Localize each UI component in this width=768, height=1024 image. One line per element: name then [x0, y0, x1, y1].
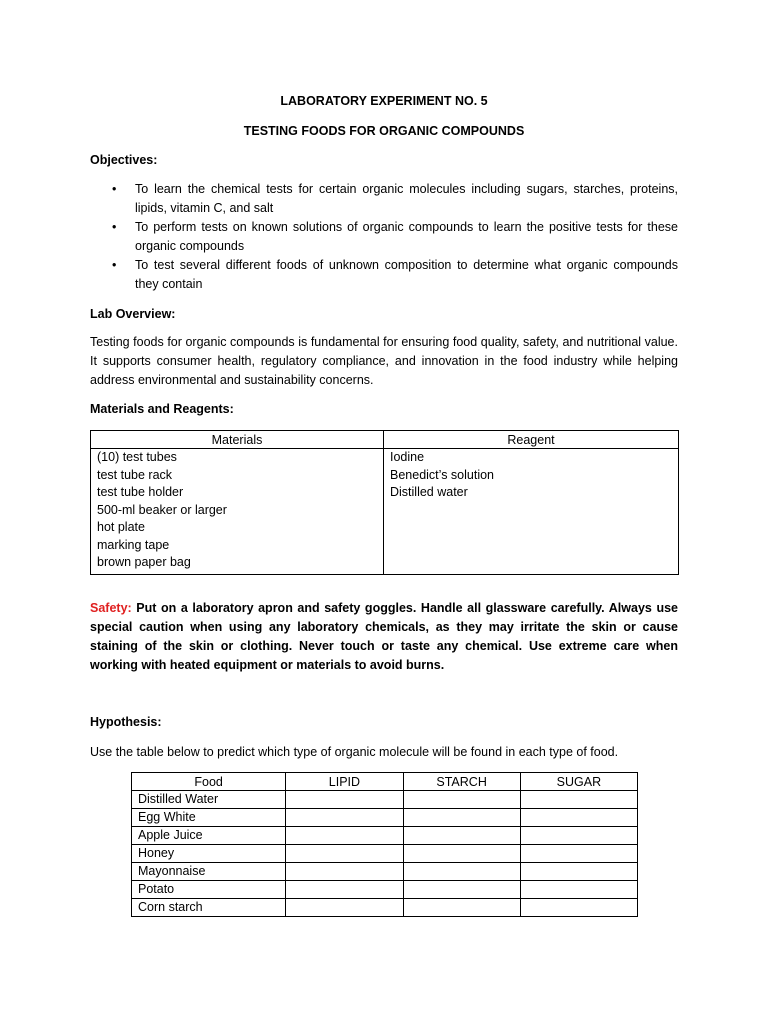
starch-cell[interactable]: [403, 899, 520, 917]
experiment-subtitle: TESTING FOODS FOR ORGANIC COMPOUNDS: [243, 124, 525, 138]
list-item: hot plate: [97, 520, 145, 534]
sugar-cell[interactable]: [520, 845, 637, 863]
materials-table: [90, 430, 679, 575]
safety-paragraph: [90, 599, 678, 675]
table-row: Potato: [132, 881, 638, 899]
sugar-cell[interactable]: [520, 899, 637, 917]
starch-cell[interactable]: [403, 863, 520, 881]
starch-cell[interactable]: [403, 791, 520, 809]
starch-column-header: STARCH: [403, 773, 520, 791]
hypothesis-intro: Use the table below to predict which type of organic molecule will be found in each type of food.: [90, 745, 619, 759]
food-column-header: Food: [132, 773, 286, 791]
safety-label: Safety:: [90, 601, 132, 615]
list-item: (10) test tubes: [97, 450, 177, 464]
safety-text: Put on a laboratory apron and safety goggles. Handle all glassware carefully. Always use special caution when using any laboratory chemicals, as they may irritate the skin or cause staining of the skin or clothing. Never touch or taste any chemical. Use extreme care when working with heated equipment or materials to avoid burns.: [90, 601, 678, 672]
materials-cell: [91, 449, 384, 575]
list-item: • To learn the chemical tests for certain organic molecules including sugars, starches, proteins, lipids, vitamin C, and salt: [112, 182, 678, 215]
table-row: Corn starch: [132, 899, 638, 917]
reagent-cell: [384, 449, 679, 575]
materials-column-header: Materials: [91, 431, 384, 449]
bullet-icon: •: [112, 182, 117, 196]
list-item: Distilled water: [390, 485, 468, 499]
objectives-heading: Objectives:: [90, 153, 158, 167]
bullet-icon: •: [112, 258, 117, 272]
table-row: Distilled Water: [132, 791, 638, 809]
lipid-cell[interactable]: [286, 791, 403, 809]
list-item: • To test several different foods of unknown composition to determine what organic compounds they contain: [112, 258, 678, 291]
bullet-icon: •: [112, 220, 117, 234]
list-item: marking tape: [97, 537, 170, 552]
list-item: Benedict’s solution: [390, 467, 495, 482]
sugar-cell[interactable]: [520, 827, 637, 845]
sugar-cell[interactable]: [520, 809, 637, 827]
lipid-cell[interactable]: [286, 863, 403, 881]
sugar-cell[interactable]: [520, 881, 637, 899]
hypothesis-table: [131, 772, 638, 917]
sugar-column-header: SUGAR: [520, 773, 637, 791]
hypothesis-heading: Hypothesis:: [90, 715, 162, 729]
sugar-cell[interactable]: [520, 791, 637, 809]
lipid-cell[interactable]: [286, 881, 403, 899]
table-row: Egg White: [132, 809, 638, 827]
lipid-cell[interactable]: [286, 809, 403, 827]
starch-cell[interactable]: [403, 845, 520, 863]
objectives-list: [90, 180, 678, 294]
list-item: test tube rack: [97, 467, 173, 482]
lipid-cell[interactable]: [286, 827, 403, 845]
reagent-column-header: Reagent: [384, 431, 679, 449]
materials-heading: Materials and Reagents:: [90, 402, 234, 416]
lipid-column-header: LIPID: [286, 773, 403, 791]
lipid-cell[interactable]: [286, 845, 403, 863]
list-item: brown paper bag: [97, 555, 191, 569]
table-row: Mayonnaise: [132, 863, 638, 881]
list-item: • To perform tests on known solutions of organic compounds to learn the positive tests for these organic compounds: [112, 220, 678, 253]
list-item: 500-ml beaker or larger: [97, 502, 227, 517]
starch-cell[interactable]: [403, 827, 520, 845]
list-item: Iodine: [390, 450, 425, 464]
starch-cell[interactable]: [403, 881, 520, 899]
overview-heading: Lab Overview:: [90, 307, 176, 321]
overview-paragraph: Testing foods for organic compounds is fundamental for ensuring food quality, safety, and nutritional value. It supports consumer health, regulatory compliance, and innovation in the food industry while helping address environmental and sustainability concerns.: [90, 335, 678, 387]
table-row: Honey: [132, 845, 638, 863]
lipid-cell[interactable]: [286, 899, 403, 917]
sugar-cell[interactable]: [520, 863, 637, 881]
experiment-title: LABORATORY EXPERIMENT NO. 5: [280, 94, 488, 108]
list-item: test tube holder: [97, 485, 184, 499]
table-row: Apple Juice: [132, 827, 638, 845]
starch-cell[interactable]: [403, 809, 520, 827]
